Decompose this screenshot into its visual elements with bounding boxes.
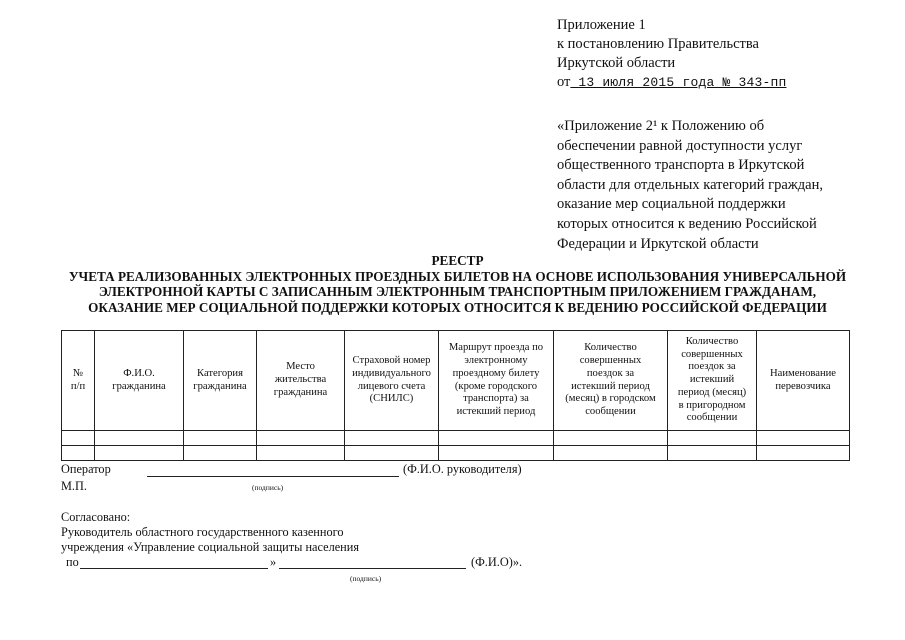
document-title xyxy=(40,253,875,315)
col-header-suburban-trips: Количество совершенных поездок за истекший период (месяц) в пригородном сообщении xyxy=(668,331,757,431)
quote-close: » xyxy=(270,555,277,569)
head-line-1: Руководитель областного государственного казенного xyxy=(61,525,344,539)
mp-label: М.П. xyxy=(61,479,87,493)
col-header-carrier: Наименование перевозчика xyxy=(757,331,850,431)
appendix2-line-1: «Приложение 2¹ к Положению об xyxy=(557,118,765,134)
col-header-fio: Ф.И.О. гражданина xyxy=(95,331,184,431)
head-line-2: учреждения «Управление социальной защиты населения xyxy=(61,540,359,554)
table-header-row xyxy=(62,331,850,431)
head-signature-line xyxy=(279,568,466,569)
operator-label: Оператор xyxy=(61,462,111,476)
appendix-date-line xyxy=(557,73,887,92)
appendix-line-1: Приложение 1 xyxy=(557,17,646,33)
appendix2-line-4: области для отдельных категорий граждан, xyxy=(557,176,823,193)
title-line-1: УЧЕТА РЕАЛИЗОВАННЫХ ЭЛЕКТРОННЫХ ПРОЕЗДНЫХ БИЛЕТОВ НА ОСНОВЕ ИСПОЛЬЗОВАНИЯ УНИВЕРСАЛЬНОЙ xyxy=(68,268,847,284)
title-line-3: ОКАЗАНИЕ МЕР СОЦИАЛЬНОЙ ПОДДЕРЖКИ КОТОРЫХ ОТНОСИТСЯ К ВЕДЕНИЮ РОССИЙСКОЙ ФЕДЕРАЦИИ xyxy=(88,299,827,315)
col-header-category: Категория гражданина xyxy=(184,331,257,431)
agreed-label: Согласовано: xyxy=(61,510,131,524)
appendix2-line-6: которых относится к ведению Российской xyxy=(557,215,817,232)
appendix-block xyxy=(557,16,887,92)
title-heading: РЕЕСТР xyxy=(431,253,484,268)
appendix-line-3: Иркутской области xyxy=(557,55,676,71)
appendix-line-2: к постановлению Правительства xyxy=(557,36,759,52)
signature-note: (подпись) xyxy=(252,483,284,492)
table-row xyxy=(62,446,850,461)
appendix2-line-2: обеспечении равной доступности услуг xyxy=(557,137,803,154)
col-header-snils: Страховой номер индивидуального лицевого счета (СНИЛС) xyxy=(345,331,439,431)
signature-note-2: (подпись) xyxy=(350,574,382,583)
appendix2-line-3: общественного транспорта в Иркутской xyxy=(557,157,805,174)
col-header-city-trips: Количество совершенных поездок за истекший период (месяц) в городском сообщении xyxy=(554,331,668,431)
appendix2-line-7: Федерации и Иркутской области xyxy=(557,235,759,252)
head-fio-label: (Ф.И.О)». xyxy=(471,555,523,569)
operator-signature-line xyxy=(147,476,399,477)
appendix-date-value: 13 июля 2015 года № 343-пп xyxy=(578,75,787,90)
appendix2-line-5: оказание мер социальной поддержки xyxy=(557,196,786,213)
col-header-residence: Место жительства гражданина xyxy=(257,331,345,431)
title-line-2: ЭЛЕКТРОННОЙ КАРТЫ С ЗАПИСАННЫМ ЭЛЕКТРОННЫМ ТРАНСПОРТНЫМ ПРИЛОЖЕНИЕМ ГРАЖДАНАМ, xyxy=(98,284,817,299)
appendix-date-prefix: от xyxy=(557,74,571,90)
col-header-route: Маршрут проезда по электронному проездному билету (кроме городского транспорта) за истекший период xyxy=(439,331,554,431)
appendix2-block xyxy=(557,117,857,254)
po-label: по xyxy=(66,555,79,569)
registry-table xyxy=(61,330,850,461)
col-header-number: № п/п xyxy=(62,331,95,431)
table-row xyxy=(62,431,850,446)
operator-fio-label: (Ф.И.О. руководителя) xyxy=(403,462,522,476)
department-line xyxy=(80,568,268,569)
